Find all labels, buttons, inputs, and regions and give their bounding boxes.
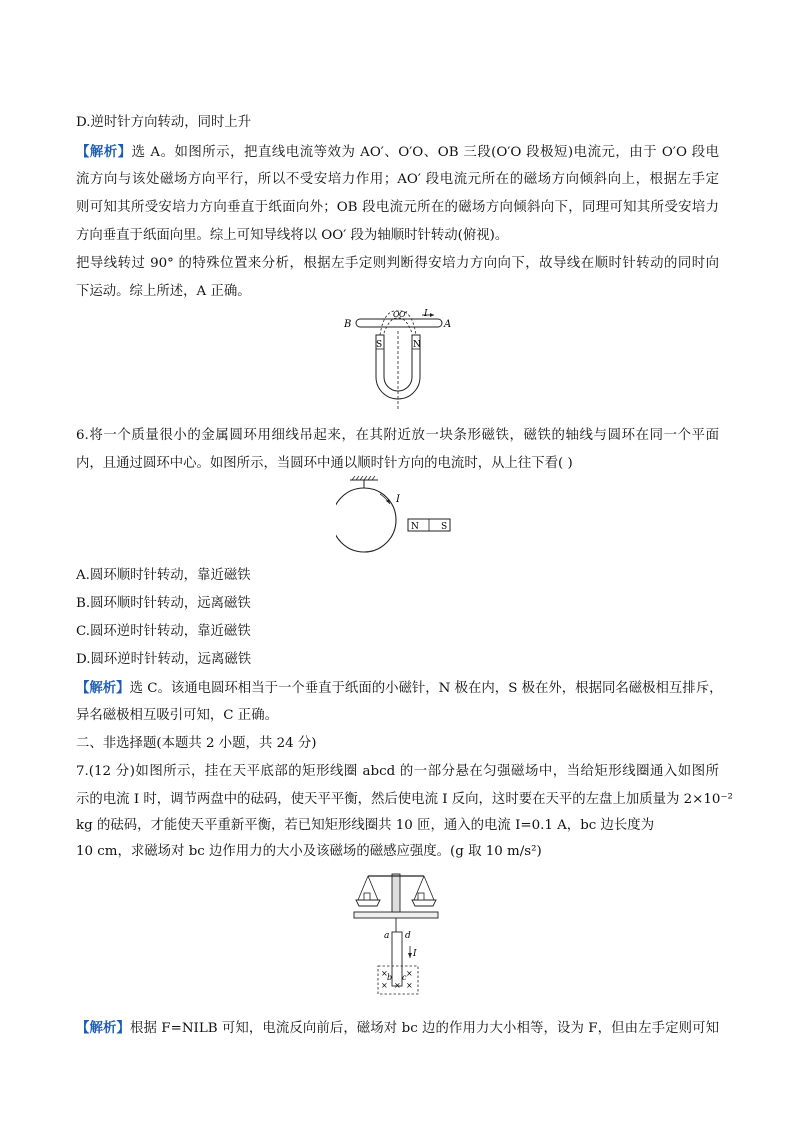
svg-text:×: × (394, 981, 401, 990)
right-weight (418, 893, 424, 900)
q6-stem-line-1: 6.将一个质量很小的金属圆环用细线吊起来，在其附近放一块条形磁铁，磁铁的轴线与圆环在同一个平面 (76, 428, 719, 443)
q7-stem-line-4: 10 cm，求磁场对 bc 边作用力的大小及该磁场的磁感应强度。(g 取 10 m/s²) (76, 844, 542, 859)
q7-stem-line-3: kg 的砝码，才能使天平重新平衡，若已知矩形线圈共 10 匝，通入的电流 I=0.1 A，bc 边长度为 (76, 818, 655, 833)
balance-base (354, 912, 438, 918)
analysis-line-4: 方向垂直于纸面向里。综上可知导线将以 OO′ 段为轴顺时针转动(俯视)。 (76, 228, 509, 243)
analysis-line-6: 下运动。综上所述，A 正确。 (76, 284, 251, 299)
balance-figure (350, 866, 444, 1000)
label-o-prime: O′ (399, 310, 408, 319)
label-s: S (441, 522, 448, 532)
svg-text:×: × (406, 969, 413, 978)
q6-analysis-line-1: 【解析】选 C。该通电圆环相当于一个垂直于纸面的小磁针，N 极在内，S 极在外，根据同名磁极相互排斥， (76, 680, 723, 696)
analysis-line-1: 【解析】选 A。如图所示，把直线电流等效为 AO′、O′O、OB 三段(O′O 段极短)电流元，由于 O′O 段电 (76, 144, 720, 160)
ceiling-hatch (352, 476, 375, 480)
part2-heading: 二、非选择题(本题共 2 小题，共 24 分) (76, 736, 317, 751)
field-crosses (381, 969, 413, 990)
q6-stem-line-2: 内，且通过圆环中心。如图所示，当圆环中通以顺时针方向的电流时，从上往下看( ) (76, 456, 573, 471)
coil (392, 932, 402, 986)
analysis-tag: 【解析】 (76, 144, 132, 160)
label-i: I (424, 309, 428, 319)
q6-analysis-line-2: 异名磁极相互吸引可知，C 正确。 (76, 708, 278, 723)
u-magnet-figure (338, 305, 458, 410)
ring-magnet-figure (336, 474, 456, 556)
svg-text:×: × (381, 969, 388, 978)
analysis-line-5: 把导线转过 90° 的特殊位置来分析，根据左手定则判断得安培力方向向下，故导线在顺时针转动的同时向 (76, 256, 719, 271)
right-pan (412, 900, 436, 906)
q6-option-c: C.圆环逆时针转动，靠近磁铁 (76, 624, 251, 639)
label-n: N (411, 522, 419, 532)
ring-magnet-svg (336, 474, 456, 556)
balance-svg (350, 866, 444, 1000)
svg-text:×: × (381, 981, 388, 990)
label-o: O (393, 310, 400, 319)
label-i: I (396, 494, 400, 505)
left-weight (364, 893, 370, 900)
q7-analysis-line-1: 【解析】根据 F=NILB 可知，电流反向前后，磁场对 bc 边的作用力大小相等，设为 F，但由左手定则可知 (76, 1020, 719, 1036)
q7-stem-line-1: 7.(12 分)如图所示，挂在天平底部的矩形线圈 abcd 的一部分悬在匀强磁场中，当给矩形线圈通入如图所 (76, 764, 719, 779)
left-pan (356, 900, 380, 906)
option-d-prev: D.逆时针方向转动，同时上升 (76, 115, 252, 130)
balance-pillar (392, 874, 400, 912)
label-d: d (405, 931, 411, 941)
current-arrow-head (430, 313, 434, 317)
q6-option-d: D.圆环逆时针转动，远离磁铁 (76, 652, 252, 667)
svg-text:×: × (406, 981, 413, 990)
label-c: c (402, 973, 407, 982)
q6-option-b: B.圆环顺时针转动，远离磁铁 (76, 596, 251, 611)
u-magnet-svg (338, 305, 458, 410)
label-i: I (413, 949, 417, 959)
label-b: B (344, 319, 352, 330)
q6-option-a: A.圆环顺时针转动，靠近磁铁 (76, 568, 251, 583)
q7-stem-line-2: 示的电流 I 时，调节两盘中的砝码，使天平平衡，然后使电流 I 反向，这时要在天平的左盘上加质量为 2×10⁻² (76, 792, 733, 807)
label-a: a (384, 931, 390, 941)
label-b: b (387, 973, 393, 982)
current-arrow-head (408, 953, 412, 958)
analysis-line-2: 流方向与该处磁场方向平行，所以不受安培力作用；AO′ 段电流元所在的磁场方向倾斜向上，根据左手定 (76, 172, 719, 187)
metal-ring (336, 488, 396, 552)
label-a: A (444, 319, 452, 330)
label-n: N (413, 340, 421, 350)
wire-rod (356, 319, 442, 327)
analysis-tag: 【解析】 (76, 680, 130, 696)
analysis-line-3: 则可知其所受安培力方向垂直于纸面向外；OB 段电流元所在的磁场方向倾斜向下，同理可知其所受安培力 (76, 200, 719, 215)
analysis-tag: 【解析】 (76, 1020, 130, 1036)
label-s: S (376, 340, 383, 350)
